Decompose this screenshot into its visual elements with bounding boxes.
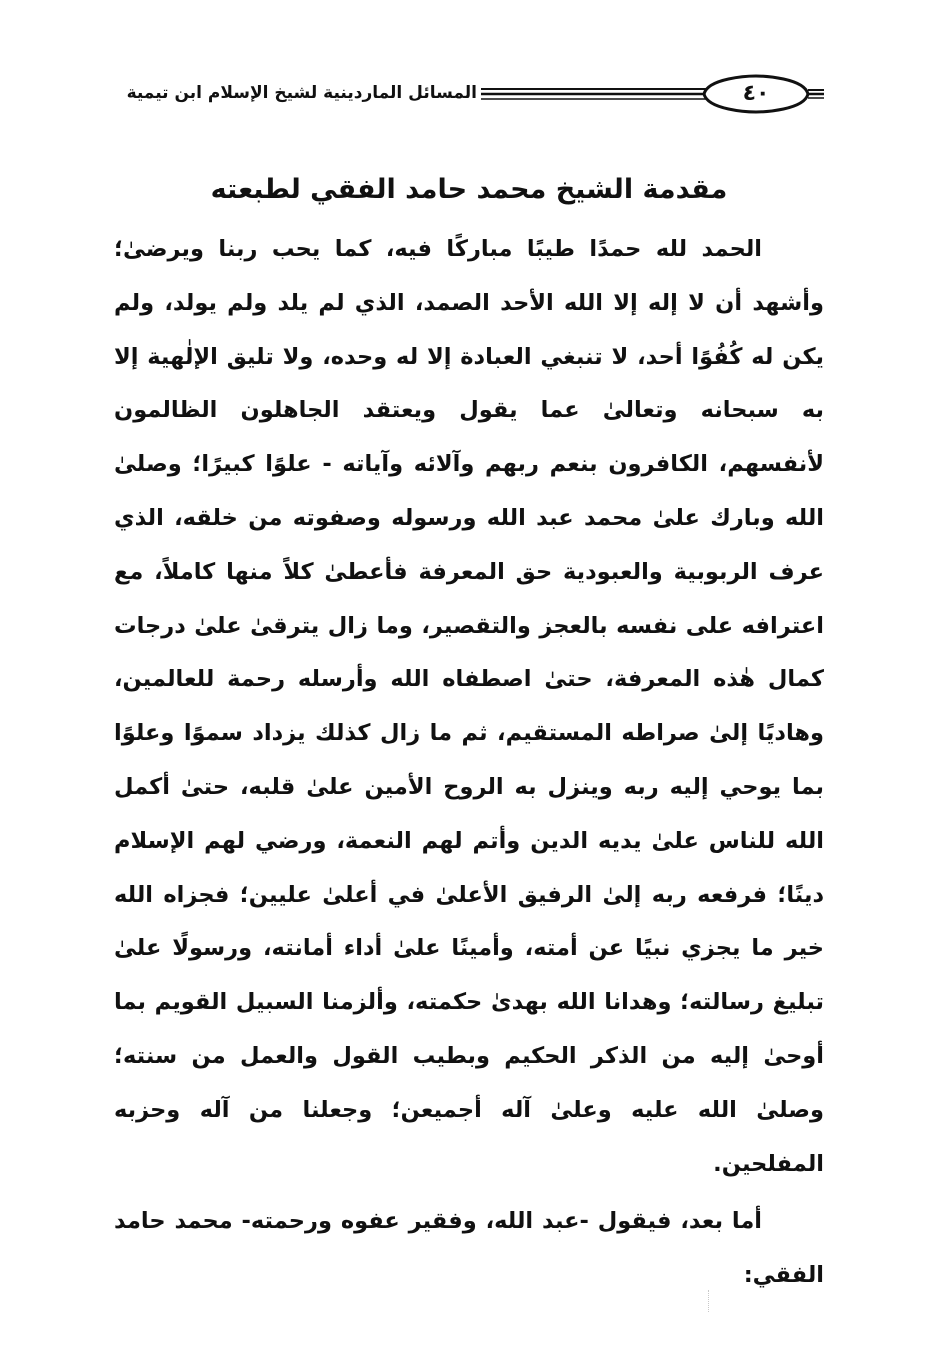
paragraph-introduction: الحمد لله حمدًا طيبًا مباركًا فيه، كما يحب ربنا ويرضىٰ؛ وأشهد أن لا إله إلا الله الأحد الصمد، الذي لم يلد ولم يولد، ولم يكن له كُفُوًا أحد، لا تنبغي العبادة إلا له وحده، ولا تليق الإلٰهية إلا به سبحانه وتعالىٰ عما يقول ويعتقد الجاهلون الظالمون لأنفسهم، الكافرون بنعم ربهم وآلائه وآياته - علوًا كبيرًا؛ وصلىٰ الله وبارك علىٰ محمد عبد الله ورسوله وصفوته من خلقه، الذي عرف الربوبية والعبودية حق المعرفة فأعطىٰ كلاً منها كاملاً، مع اعترافه على نفسه بالعجز والتقصير، وما زال يترقىٰ علىٰ درجات كمال هٰذه المعرفة، حتىٰ اصطفاه الله وأرسله رحمة للعالمين، وهاديًا إلىٰ صراطه المستقيم، ثم ما زال كذلك يزداد سموًا وعلوًا بما يوحي إليه ربه وينزل به الروح الأمين علىٰ قلبه، حتىٰ أكمل الله للناس علىٰ يديه الدين وأتم لهم النعمة، ورضي لهم الإسلام دينًا؛ فرفعه ربه إلىٰ الرفيق الأعلىٰ في أعلىٰ عليين؛ فجزاه الله خير ما يجزي نبيًا عن أمته، وأمينًا علىٰ أداء أمانته، ورسولًا علىٰ تبليغ رسالته؛ وهدانا الله بهدىٰ حكمته، وألزمنا السبيل القويم بما أوحىٰ إليه من الذكر الحكيم وبطيب القول والعمل من سنته؛ وصلىٰ الله عليه وعلىٰ آله أجميعن؛ وجعلنا من آله وحزبه المفلحين. xyxy=(114,236,824,1177)
running-header xyxy=(108,72,824,120)
paragraph-author-statement: أما بعد، فيقول -عبد الله، وفقير عفوه ورحمته- محمد حامد الفقي: xyxy=(114,1208,824,1289)
page-content xyxy=(114,165,824,1303)
scan-artifact xyxy=(708,1290,715,1312)
running-title: المسائل الماردينية لشيخ الإسلام ابن تيمية xyxy=(108,82,481,104)
section-title: مقدمة الشيخ محمد حامد الفقي لطبعته xyxy=(210,174,728,205)
page-number: ٤٠ xyxy=(742,81,770,106)
